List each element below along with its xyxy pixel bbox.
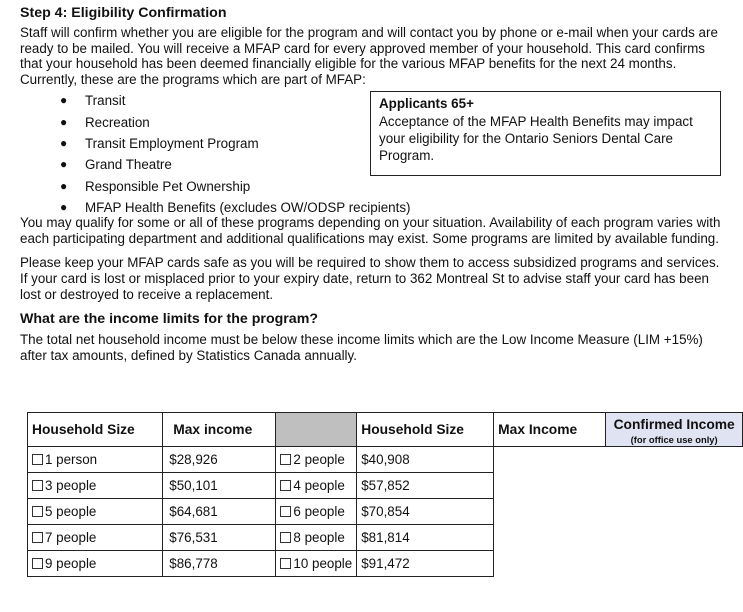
programs-area <box>20 90 726 215</box>
bullet-icon: ● <box>60 114 68 129</box>
household-size-cell <box>28 525 163 551</box>
household-size-label: 3 people <box>45 477 97 493</box>
card-safety-paragraph: Please keep your MFAP cards safe as you will be required to show them to access subsidized programs and services. If your card is lost or misplaced prior to your expiry date, return to 362 Montreal St to advise staff your card has been lost or destroyed to receive a replacement. <box>20 255 720 303</box>
household-size-checkbox[interactable] <box>32 454 43 465</box>
household-size-cell <box>276 525 357 551</box>
qualify-paragraph: You may qualify for some or all of these programs depending on your situation. Availability of each program varies with each participating department and additional qualifications may exist. Some programs are limited by available funding. <box>20 215 721 247</box>
household-size-label: 2 people <box>293 451 345 467</box>
household-size-checkbox[interactable] <box>280 558 291 569</box>
max-income-cell: $40,908 <box>357 447 494 473</box>
household-size-checkbox[interactable] <box>32 480 43 491</box>
household-size-header: Household Size <box>28 413 163 447</box>
household-size-cell <box>28 447 163 473</box>
income-limits-heading: What are the income limits for the program? <box>20 311 318 328</box>
bullet-icon: ● <box>60 135 68 150</box>
max-income-cell: $64,681 <box>163 499 276 525</box>
max-income-cell: $76,531 <box>163 525 276 551</box>
program-item <box>60 112 410 133</box>
program-label: Transit <box>85 93 126 109</box>
step-heading: Step 4: Eligibility Confirmation <box>20 5 227 21</box>
program-label: Transit Employment Program <box>85 135 259 151</box>
intro-paragraph: Staff will confirm whether you are eligible for the program and will contact you by phone or e-mail when your cards are ready to be mailed. You will receive a MFAP card for every approved member of your household. This card confirms that your household has been deemed financially eligible for the various MFAP benefits for the next 24 months. Currently, these are the programs which are part of MFAP: <box>20 25 718 87</box>
household-size-label: 8 people <box>293 529 345 545</box>
max-income-cell: $91,472 <box>357 551 494 577</box>
household-size-checkbox[interactable] <box>32 558 43 569</box>
program-item <box>60 133 410 154</box>
max-income-header: Max Income <box>494 413 606 447</box>
household-size-header: Household Size <box>357 413 494 447</box>
household-size-cell <box>28 473 163 499</box>
callout-body: Acceptance of the MFAP Health Benefits may impact your eligibility for the Ontario Seniors Dental Care Program. <box>379 114 693 164</box>
program-label: Responsible Pet Ownership <box>85 178 251 194</box>
max-income-cell: $70,854 <box>357 499 494 525</box>
table-row <box>28 499 743 525</box>
household-size-label: 9 people <box>45 555 97 571</box>
household-size-label: 4 people <box>293 477 345 493</box>
confirmed-income-title: Confirmed Income <box>613 417 735 432</box>
max-income-cell: $86,778 <box>163 551 276 577</box>
household-size-cell <box>276 473 357 499</box>
confirmed-income-column <box>606 413 743 447</box>
household-size-label: 6 people <box>293 503 345 519</box>
table-row <box>28 525 743 551</box>
program-label: MFAP Health Benefits (excludes OW/ODSP recipients) <box>85 199 411 215</box>
max-income-header: Max income <box>163 413 276 447</box>
program-list <box>60 90 410 218</box>
household-size-cell <box>28 499 163 525</box>
income-limits-description: The total net household income must be below these income limits which are the Low Income Measure (LIM +15%) after tax amounts, defined by Statistics Canada annually. <box>20 332 703 364</box>
household-size-cell <box>28 551 163 577</box>
table-row <box>28 473 743 499</box>
program-item <box>60 197 410 218</box>
office-use-note: (for office use only) <box>630 434 718 445</box>
max-income-cell: $50,101 <box>163 473 276 499</box>
household-size-checkbox[interactable] <box>280 532 291 543</box>
program-item <box>60 176 410 197</box>
household-size-cell <box>276 551 357 577</box>
household-size-label: 10 people <box>293 555 353 571</box>
household-size-checkbox[interactable] <box>32 506 43 517</box>
table-divider-column <box>276 413 357 447</box>
table-row <box>28 551 743 577</box>
income-limits-table <box>27 412 743 577</box>
household-size-checkbox[interactable] <box>32 532 43 543</box>
household-size-cell <box>276 499 357 525</box>
household-size-label: 1 person <box>45 451 98 467</box>
program-item <box>60 154 410 175</box>
bullet-icon: ● <box>60 157 68 172</box>
household-size-checkbox[interactable] <box>280 506 291 517</box>
max-income-cell: $57,852 <box>357 473 494 499</box>
bullet-icon: ● <box>60 178 68 193</box>
household-size-checkbox[interactable] <box>280 454 291 465</box>
household-size-label: 7 people <box>45 529 97 545</box>
max-income-cell: $28,926 <box>163 447 276 473</box>
bullet-icon: ● <box>60 93 68 108</box>
household-size-label: 5 people <box>45 503 97 519</box>
program-item <box>60 90 410 111</box>
max-income-cell: $81,814 <box>357 525 494 551</box>
program-label: Grand Theatre <box>85 157 172 173</box>
bullet-icon: ● <box>60 199 68 214</box>
table-header-row <box>28 413 743 447</box>
household-size-checkbox[interactable] <box>280 480 291 491</box>
eligibility-document <box>20 4 726 364</box>
seniors-callout-box <box>370 91 721 176</box>
callout-title: Applicants 65+ <box>379 96 474 112</box>
household-size-cell <box>276 447 357 473</box>
table-row <box>28 447 743 473</box>
program-label: Recreation <box>85 114 150 130</box>
